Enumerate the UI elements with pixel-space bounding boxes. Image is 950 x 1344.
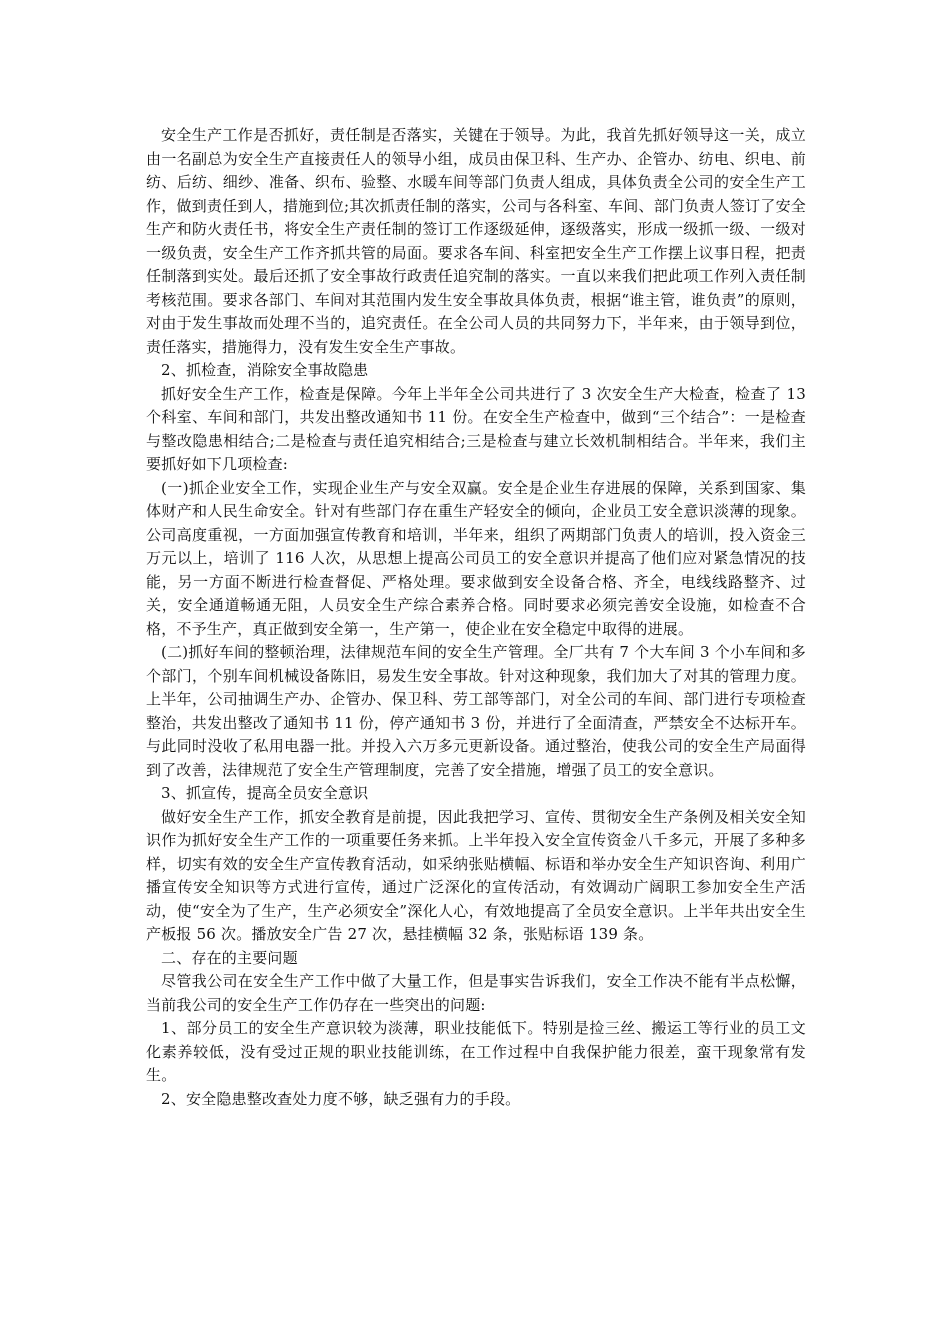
paragraph-problem-2: 2、安全隐患整改查处力度不够，缺乏强有力的手段。 [161,1089,521,1108]
paragraph-enterprise-safety: (一)抓企业安全工作，实现企业生产与安全双赢。安全是企业生存进展的保障，关系到国家、集体财产和人民生命安全。针对有些部门存在重生产轻安全的倾向，企业员工安全意识淡薄的现象。公司高度重视，一方面加强宣传教育和培训，半年来，组织了两期部门负责人的培训，投入资金三万元以上，培训了 116 人次，从思想上提高公司员工的安全意识并提高了他们应对紧急情况的技能，另一方面不断进行检查督促、严格处理。要求做到安全设备合格、齐全，电线线路整齐、过关，安全通道畅通无阻，人员安全生产综合素养合格。同时要求必须完善安全设施，如检查不合格，不予生产，真正做到安全第一，生产第一，使企业在安全稳定中取得的进展。 [146,478,806,638]
section-heading-publicity: 3、抓宣传，提高全员安全意识 [161,784,369,802]
section-heading-problems: 二、存在的主要问题 [161,948,298,967]
paragraph-workshop-rectification: (二)抓好车间的整顿治理，法律规范车间的安全生产管理。全厂共有 7 个大车间 3 个小车间和多个部门，个别车间机械设备陈旧，易发生安全事故。针对这种现象，我们加大了对其的管理力度。上半年，公司抽调生产办、企管办、保卫科、劳工部等部门，对全公司的车间、部门进行专项检查整治，共发出整改了通知书 11 份，停产通知书 3 份，并进行了全面清查，严禁安全不达标开车。与此同时没收了私用电器一批。并投入六万多元更新设备。通过整治，使我公司的安全生产局面得到了改善，法律规范了安全生产管理制度，完善了安全措施，增强了员工的安全意识。 [146,643,806,779]
paragraph-problems-intro: 尽管我公司在安全生产工作中做了大量工作，但是事实告诉我们，安全工作决不能有半点松懈，当前我公司的安全生产工作仍存在一些突出的问题: [146,972,806,1014]
section-heading-inspection: 2、抓检查，消除安全事故隐患 [161,361,369,379]
paragraph-responsibility: 安全生产工作是否抓好，责任制是否落实，关键在于领导。为此，我首先抓好领导这一关，成立由一名副总为安全生产直接责任人的领导小组，成员由保卫科、生产办、企管办、纺电、织电、前纺、后纺、细纱、准备、织布、验整、水暖车间等部门负责人组成，具体负责全公司的安全生产工作，做到责任到人，措施到位;其次抓责任制的落实，公司与各科室、车间、部门负责人签订了安全生产和防火责任书，将安全生产责任制的签订工作逐级延伸，逐级落实，形成一级抓一级、一级对一级负责，安全生产工作齐抓共管的局面。要求各车间、科室把安全生产工作摆上议事日程，把责任制落到实处。最后还抓了安全事故行政责任追究制的落实。一直以来我们把此项工作列入责任制考核范围。要求各部门、车间对其范围内发生安全事故具体负责，根据“谁主管，谁负责”的原则，对由于发生事故而处理不当的，追究责任。在全公司人员的共同努力下，半年来，由于领导到位，责任落实，措施得力，没有发生安全生产事故。 [146,126,806,356]
paragraph-publicity: 做好安全生产工作，抓安全教育是前提，因此我把学习、宣传、贯彻安全生产条例及相关安全知识作为抓好安全生产工作的一项重要任务来抓。上半年投入安全宣传资金八千多元，开展了多种多样，切实有效的安全生产宣传教育活动，如采纳张贴横幅、标语和举办安全生产知识咨询、利用广播宣传安全知识等方式进行宣传，通过广泛深化的宣传活动，有效调动广阔职工参加安全生产活动，使“安全为了生产，生产必须安全”深化人心，有效地提高了全员安全意识。上半年共出安全生产板报 56 次。播放安全广告 27 次，悬挂横幅 32 条，张贴标语 139 条。 [146,807,806,943]
paragraph-inspection: 抓好安全生产工作，检查是保障。今年上半年全公司共进行了 3 次安全生产大检查，检查了 13 个科室、车间和部门，共发出整改通知书 11 份。在安全生产检查中，做到“三个结合”：一是检查与整改隐患相结合;二是检查与责任追究相结合;三是检查与建立长效机制相结合。半年来，我们主要抓好如下几项检查: [146,384,806,473]
paragraph-problem-1: 1、部分员工的安全生产意识较为淡薄，职业技能低下。特别是捡三丝、搬运工等行业的员工文化素养较低，没有受过正规的职业技能训练，在工作过程中自我保护能力很差，蛮干现象常有发生。 [146,1019,806,1084]
document-body [146,124,806,1111]
